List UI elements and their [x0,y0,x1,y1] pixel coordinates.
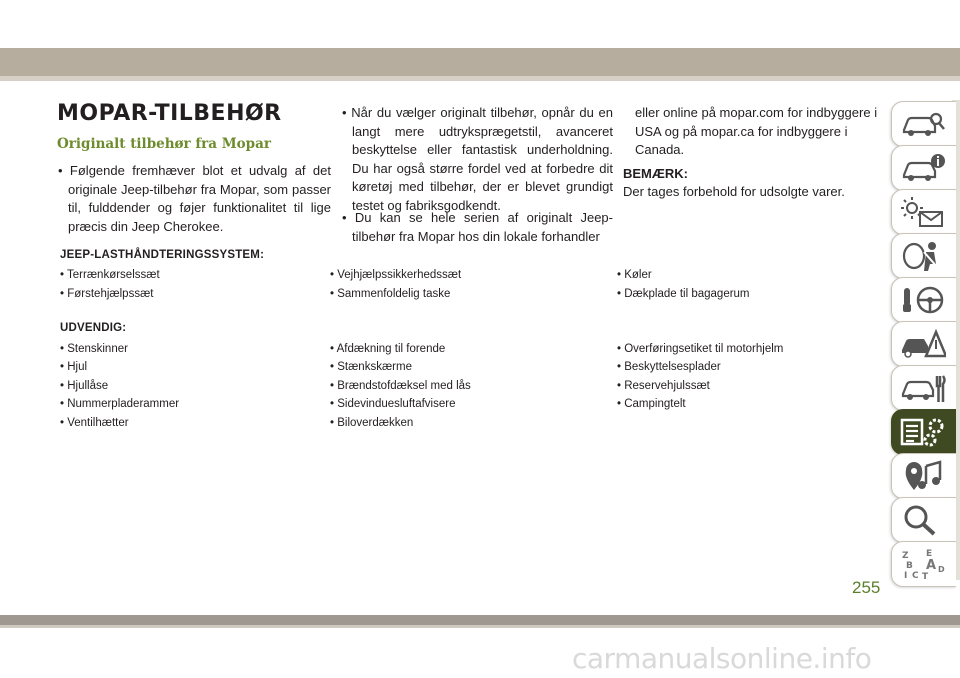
list-item: • Hjul [60,361,88,373]
svg-text:Z: Z [902,551,909,561]
list-item: • Stænkskærme [330,361,412,373]
car-info-icon [900,152,946,184]
note-text: Der tages forbehold for udsolgte varer. [623,184,845,199]
tab-alphabetical-index[interactable] [891,541,956,587]
list-item: • Terrænkørselssæt [60,269,160,281]
list-item: • Dækplade til bagagerum [617,288,750,300]
steering-wheel-key-icon [900,284,946,316]
page-number: 255 [852,578,881,597]
specs-gears-icon [900,416,946,448]
note-label: BEMÆRK: [623,166,688,181]
list-item: • Reservehjulssæt [617,380,710,392]
tab-technical-specs[interactable] [891,409,956,455]
list-item: • Vejhjælpssikkerhedssæt [330,269,462,281]
section-subtitle: Originalt tilbehør fra Mopar [57,136,271,152]
svg-text:I: I [904,571,908,580]
warning-light-envelope-icon [900,196,946,228]
list-item: • Førstehjælpssæt [60,288,154,300]
list-item: • Ventilhætter [60,417,129,429]
svg-text:C: C [912,571,919,580]
tab-index-search[interactable] [891,497,956,543]
list-item: • Sammenfoldelig taske [330,288,451,300]
car-warning-triangle-icon [900,328,946,360]
svg-text:T: T [922,572,929,580]
header-band-stripe [0,76,960,81]
watermark: carmanualsonline.info [572,642,872,675]
dealer-bullet: • Du kan se hele serien af originalt Jeep-tilbehør fra Mopar hos din lokale forhandler [342,210,613,244]
footer-band-stripe [0,625,960,628]
list-item: • Overføringsetiket til motorhjelm [617,343,784,355]
cargo-section-title: JEEP-LASTHÅNDTERINGSSYSTEM: [60,249,265,261]
search-icon [900,504,946,536]
list-item: • Beskyttelsesplader [617,361,721,373]
tab-dashboard-info[interactable] [891,145,956,191]
list-item: • Afdækning til forende [330,343,446,355]
svg-text:A: A [926,558,937,573]
svg-text:B: B [906,561,913,571]
top-margin [0,0,960,48]
airbag-seatbelt-icon [900,240,946,272]
list-item: • Nummerpladerammer [60,398,180,410]
tab-starting-operating[interactable] [891,277,956,323]
tab-servicing[interactable] [891,365,956,411]
exterior-section-title: UDVENDIG: [60,322,127,334]
list-item: • Hjullåse [60,380,109,392]
multimedia-map-music-icon [900,460,946,492]
benefits-bullet: • Når du vælger originalt tilbehør, opnår du en langt mere udtryksprægetstil, avanceret beskyttelse eller fantastisk underholdning. Du har også større fordel ved at forbedre dit køretøj med tilbehør, der er blevet grundigt testet og fabriksgodkendt. [342,105,613,213]
list-item: • Køler [617,269,652,281]
car-tools-icon [900,372,946,404]
footer-band [0,615,960,625]
tab-vehicle-overview[interactable] [891,101,956,147]
tab-emergency[interactable] [891,321,956,367]
list-item: • Campingtelt [617,398,686,410]
car-magnifier-icon [900,108,946,140]
list-item: • Stenskinner [60,343,128,355]
page-title: MOPAR-TILBEHØR [57,101,282,126]
list-item: • Biloverdækken [330,417,414,429]
tab-multimedia[interactable] [891,453,956,499]
alphabet-index-icon [900,548,946,580]
header-band [0,48,960,76]
svg-text:D: D [938,565,945,574]
tab-warning-lights[interactable] [891,189,956,235]
intro-bullet: • Følgende fremhæver blot et udvalg af det originale Jeep-tilbehør fra Mopar, som passer til, fulddender og føjer funktionalitet til lige præcis din Jeep Cherokee. [58,163,331,234]
online-continuation: eller online på mopar.com for indbyggere i USA og på mopar.ca for indbyggere i Canada. [635,105,878,157]
svg-text:E: E [926,549,933,559]
list-item: • Brændstofdæksel med lås [330,380,471,392]
list-item: • Sidevinduesluftafvisere [330,398,456,410]
tab-safety[interactable] [891,233,956,279]
